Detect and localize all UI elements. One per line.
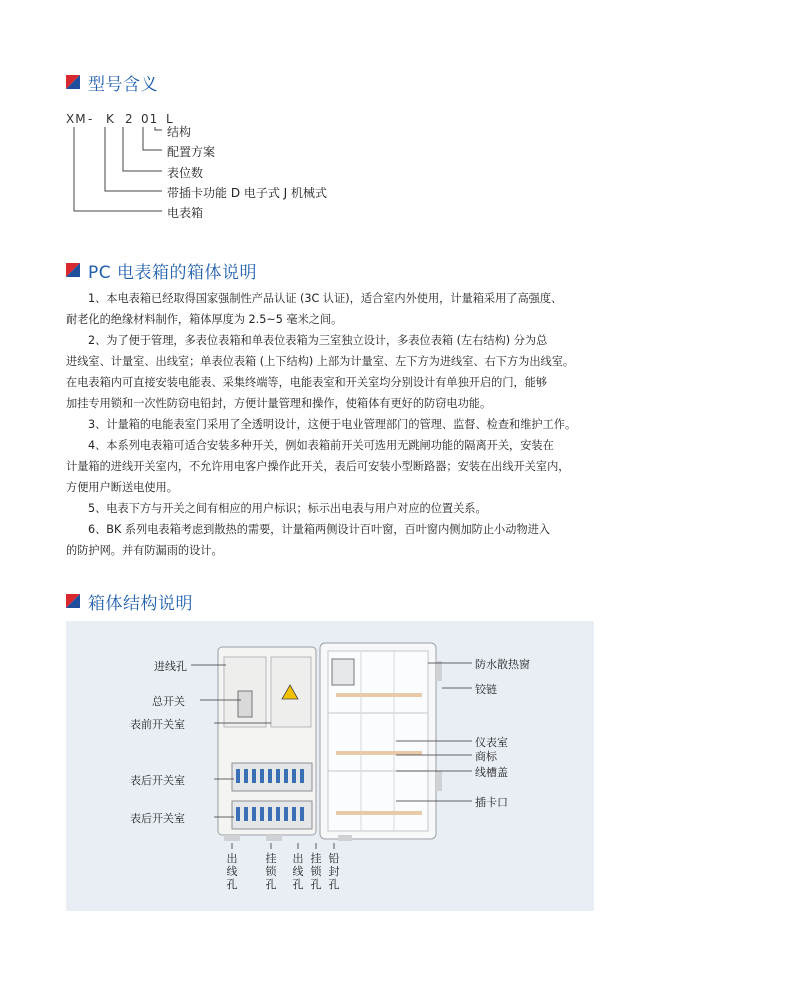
code-connector-lines bbox=[0, 0, 800, 230]
label-card-slot: 插卡口 bbox=[475, 796, 508, 809]
para-line: 6、BK 系列电表箱考虑到散热的需要，计量箱两侧设计百叶窗，百叶窗内侧加防止小动物进入 bbox=[88, 523, 551, 536]
body-description bbox=[66, 288, 606, 561]
para-line: 方便用户断送电使用。 bbox=[66, 481, 178, 494]
para-line: 加挂专用锁和一次性防窃电铅封，方便计量管理和操作，使箱体有更好的防窃电功能。 bbox=[66, 397, 492, 410]
section-bullet-icon bbox=[66, 594, 80, 608]
label-main-switch: 总开关 bbox=[152, 695, 185, 708]
para-line: 4、本系列电表箱可适合安装多种开关，例如表箱前开关可选用无跳闸功能的隔离开关，安装在 bbox=[88, 439, 554, 452]
para-line: 在电表箱内可直接安装电能表、采集终端等，电能表室和开关室均分别设计有单独开启的门，能够 bbox=[66, 376, 548, 389]
structure-diagram-panel bbox=[66, 621, 594, 911]
para-line: 3、计量箱的电能表室门采用了全透明设计，这便于电业管理部门的管理、监督、检查和维护工作。 bbox=[88, 418, 577, 431]
right-box bbox=[320, 643, 442, 841]
label-post-meter-switch-room-1: 表后开关室 bbox=[130, 774, 185, 787]
para-line: 进线室、计量室、出线室；单表位表箱 (上下结构) 上部为计量室、左下方为进线室、右下方为出线室。 bbox=[66, 355, 575, 368]
label-pre-meter-switch-room: 表前开关室 bbox=[130, 718, 185, 731]
label-lock-hole-1: 挂锁孔 bbox=[265, 852, 277, 891]
code-part-dash: - bbox=[88, 112, 94, 126]
code-part-l: L bbox=[166, 112, 174, 126]
legend-box: 电表箱 bbox=[167, 206, 204, 220]
label-hinge: 铰链 bbox=[475, 683, 497, 696]
para-line: 计量箱的进线开关室内，不允许用电客户操作此开关，表后可安装小型断路器；安装在出线开关室内， bbox=[66, 460, 570, 473]
label-meter-room: 仪表室 bbox=[475, 736, 508, 749]
code-part-k: K bbox=[106, 112, 115, 126]
section-title-structure bbox=[66, 589, 193, 613]
label-post-meter-switch-room-2: 表后开关室 bbox=[130, 812, 185, 825]
legend-structure: 结构 bbox=[167, 125, 192, 139]
label-waterproof-vent: 防水散热窗 bbox=[475, 658, 530, 671]
code-part-xm: XM bbox=[66, 112, 87, 126]
label-lock-hole-2: 挂锁孔 bbox=[310, 852, 322, 891]
code-part-01: 01 bbox=[141, 112, 159, 126]
para-line: 耐老化的绝缘材料制作，箱体厚度为 2.5~5 毫米之间。 bbox=[66, 313, 343, 326]
section-bullet-icon bbox=[66, 263, 80, 277]
label-outlet-hole-1: 出线孔 bbox=[226, 852, 238, 891]
section-title-text: 箱体结构说明 bbox=[88, 593, 193, 614]
label-inlet-hole: 进线孔 bbox=[154, 660, 187, 673]
section-title-text: PC 电表箱的箱体说明 bbox=[88, 262, 258, 283]
code-part-2: 2 bbox=[125, 112, 134, 126]
left-box bbox=[218, 647, 316, 841]
para-line: 2、为了便于管理，多表位表箱和单表位表箱为三室独立设计，多表位表箱 (左右结构) 分为总 bbox=[88, 334, 548, 347]
legend-positions: 表位数 bbox=[167, 166, 204, 180]
label-wire-duct-cover: 线槽盖 bbox=[475, 766, 508, 779]
para-line: 的防护网。并有防漏雨的设计。 bbox=[66, 544, 223, 557]
legend-config: 配置方案 bbox=[167, 145, 216, 159]
section-title-body bbox=[66, 258, 257, 282]
legend-type: 带插卡功能 D 电子式 J 机械式 bbox=[167, 186, 328, 200]
label-outlet-hole-2: 出线孔 bbox=[292, 852, 304, 891]
label-seal-hole: 铅封孔 bbox=[328, 852, 340, 891]
para-line: 5、电表下方与开关之间有相应的用户标识；标示出电表与用户对应的位置关系。 bbox=[88, 502, 487, 515]
section-title-text: 型号含义 bbox=[88, 74, 158, 95]
label-trademark: 商标 bbox=[475, 750, 497, 763]
para-line: 1、本电表箱已经取得国家强制性产品认证 (3C 认证)，适合室内外使用，计量箱采用了高强度、 bbox=[88, 292, 563, 305]
